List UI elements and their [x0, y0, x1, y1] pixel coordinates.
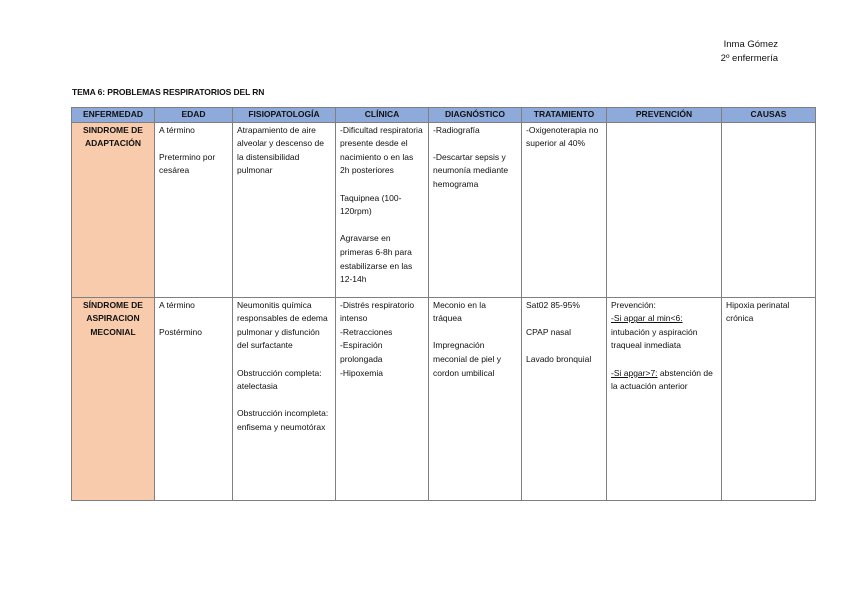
cell-line: Meconio en la tráquea	[433, 299, 486, 324]
table-header-row	[72, 108, 816, 123]
header-causas: CAUSAS	[722, 108, 816, 123]
clinica-cell	[336, 297, 429, 500]
prevencion-item-2	[611, 367, 717, 394]
tratamiento-cell	[522, 297, 607, 500]
cell-line: Pretermino por cesárea	[159, 151, 216, 176]
prevencion-cell	[607, 122, 722, 297]
header-enfermedad: ENFERMEDAD	[72, 108, 155, 123]
header-tratamiento: TRATAMIENTO	[522, 108, 607, 123]
diagnostico-cell	[429, 122, 522, 297]
cell-spacer	[526, 339, 602, 353]
diagnostico-cell	[429, 297, 522, 500]
cell-line: CPAP nasal	[526, 326, 572, 337]
prevencion-item-1-text: intubación y aspiración traqueal inmediata	[611, 326, 698, 351]
cell-line: Obstrucción incompleta: enfisema y neumotórax	[237, 408, 329, 432]
disease-cell: SÍNDROME DE ASPIRACION MECONIAL	[72, 297, 155, 500]
header-fisiopatologia: FISIOPATOLOGÍA	[233, 108, 336, 123]
clinica-cell	[336, 122, 429, 297]
prevencion-cell	[607, 297, 722, 500]
prevencion-item-1	[611, 312, 717, 353]
prevencion-item-2-text: abstención de la actuación anterior	[611, 367, 713, 392]
cell-line: Lavado bronquial	[526, 353, 592, 364]
table-row	[72, 122, 816, 297]
cell-spacer	[340, 178, 424, 192]
disease-cell: SINDROME DE ADAPTACIÓN	[72, 122, 155, 297]
cell-line: -Dificultad respiratoria presente desde el nacimiento o en las 2h posteriores	[340, 124, 423, 176]
fisiopatologia-cell	[233, 297, 336, 500]
cell-line: Hipoxia perinatal crónica	[726, 299, 790, 324]
table-row	[72, 297, 816, 500]
cell-line: -Espiración prolongada	[340, 340, 383, 364]
header-prevencion: PREVENCIÓN	[607, 108, 722, 123]
cell-line: Taquipnea (100-120rpm)	[340, 192, 402, 217]
causas-cell	[722, 297, 816, 500]
edad-cell	[155, 122, 233, 297]
tratamiento-cell	[522, 122, 607, 297]
cell-line: Atrapamiento de aire alveolar y descenso de la distensibilidad pulmonar	[237, 124, 324, 176]
cell-line: -Retracciones	[340, 326, 393, 337]
cell-spacer	[340, 219, 424, 233]
cell-line: -Distrés respiratorio intenso	[340, 299, 415, 324]
cell-line: Sat02 85-95%	[526, 299, 580, 310]
prevencion-item-2-label: -Si apgar>7:	[611, 367, 658, 378]
cell-line: -Descartar sepsis y neumonía mediante hemograma	[433, 151, 509, 189]
cell-spacer	[237, 394, 331, 408]
cell-line: -Hipoxemia	[340, 367, 383, 378]
cell-spacer	[611, 353, 717, 367]
author-block	[721, 38, 778, 66]
prevencion-item-1-label: -Si apgar al min<6:	[611, 313, 683, 324]
cell-line: Obstrucción completa: atelectasia	[237, 367, 322, 392]
cell-line: A término	[159, 124, 195, 135]
prevencion-intro: Prevención:	[611, 299, 656, 310]
document-title: TEMA 6: PROBLEMAS RESPIRATORIOS DEL RN	[72, 87, 265, 97]
causas-cell	[722, 122, 816, 297]
fisiopatologia-cell	[233, 122, 336, 297]
author-name: Inma Gómez	[723, 39, 778, 50]
cell-spacer	[159, 137, 228, 151]
header-edad: EDAD	[155, 108, 233, 123]
cell-spacer	[433, 137, 517, 151]
cell-spacer	[433, 326, 517, 340]
cell-line: A término	[159, 299, 195, 310]
cell-spacer	[237, 353, 331, 367]
header-clinica: CLÍNICA	[336, 108, 429, 123]
author-course: 2º enfermería	[720, 53, 778, 64]
cell-spacer	[526, 312, 602, 326]
edad-cell	[155, 297, 233, 500]
cell-spacer	[159, 312, 228, 326]
cell-line: Neumonitis química responsables de edema pulmonar y disfunción del surfactante	[237, 299, 328, 351]
cell-line: Impregnación meconial de piel y cordon umbilical	[433, 340, 502, 378]
diseases-table	[71, 107, 816, 501]
header-diagnostico: DIAGNÓSTICO	[429, 108, 522, 123]
cell-line: Postérmino	[159, 326, 202, 337]
cell-line: Agravarse en primeras 6-8h para estabilizarse en las 12-14h	[340, 233, 413, 285]
cell-line: -Oxigenoterapia no superior al 40%	[526, 124, 599, 149]
cell-line: -Radiografía	[433, 124, 480, 135]
